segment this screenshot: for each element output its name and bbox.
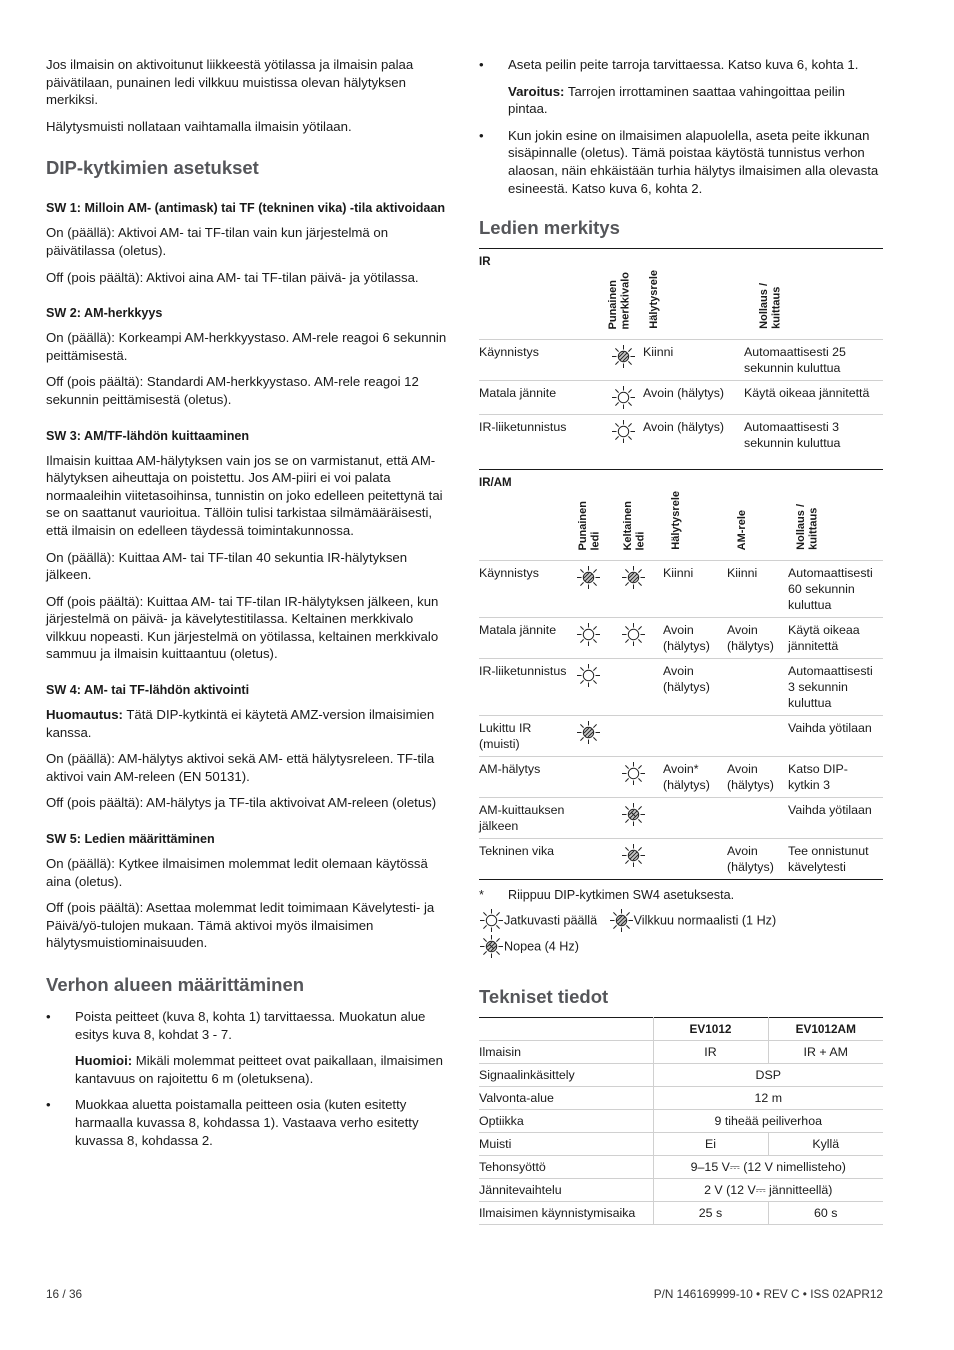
reset-cell: Käytä oikeaa jännitettä — [744, 381, 883, 415]
am-relay-cell: Avoin (hälytys) — [727, 839, 788, 880]
iram-column-header: Punainen ledi — [577, 500, 602, 551]
ir-header-row — [479, 249, 883, 340]
spec-label: Ilmaisin — [479, 1041, 653, 1064]
row-label: Käynnistys — [479, 561, 576, 618]
reset-cell: Automaattisesti 3 sekunnin kuluttua — [788, 659, 883, 716]
table-row — [479, 716, 883, 757]
reset-cell: Vaihda yötilaan — [788, 798, 883, 839]
sw4-on: On (päällä): AM-hälytys aktivoi sekä AM- että hälytysreleen. TF-tila aktivoi vain AM-releen (EN 50131). — [46, 751, 435, 784]
spec-label: Signaalinkäsittely — [479, 1064, 653, 1087]
relay-cell: Avoin (hälytys) — [643, 381, 744, 415]
table-row — [479, 1202, 883, 1225]
am-relay-cell — [727, 798, 788, 839]
spec-value-ev1012: IR — [653, 1041, 768, 1064]
intro-paragraph-1: Jos ilmaisin on aktivoitunut liikkeestä yötilassa ja ilmaisin palaa päivätilaan, punainen ledi vilkkuu muistissa olevan hälytyksen merkiksi. — [46, 57, 414, 108]
iram-column-header: Keltainen ledi — [622, 500, 647, 551]
warning-label: Varoitus: — [508, 83, 565, 99]
led-heading: Ledien merkitys — [479, 217, 620, 239]
table-row — [479, 1064, 883, 1087]
row-label: Lukittu IR (muisti) — [479, 716, 576, 757]
legend-blink-normal-label: Vilkkuu normaalisti (1 Hz) — [633, 913, 777, 928]
reset-cell: Tee onnistunut kävelytesti — [788, 839, 883, 880]
sw4-note-text: Tätä DIP-kytkintä ei käytetä AMZ-version ilmaisimien kanssa. — [46, 707, 435, 740]
bullet-mirror-stickers: • Aseta peilin peite tarroja tarvittaessa. Katso kuva 6, kohta 1. — [479, 56, 883, 74]
red-led-cell — [593, 340, 643, 381]
led-legend — [479, 886, 883, 960]
sw2-title: SW 2: AM-herkkyys — [46, 306, 163, 321]
bullet-remove-covers-note — [46, 1052, 450, 1087]
row-label: AM-kuittauksen jälkeen — [479, 798, 576, 839]
table-row — [479, 340, 883, 381]
spec-value: 9 tiheää peiliverhoa — [653, 1110, 883, 1133]
legend-blink-normal — [609, 908, 777, 934]
footnote — [479, 886, 883, 904]
right-column — [479, 56, 883, 1225]
table-row — [479, 1156, 883, 1179]
sw5-off: Off (pois päältä): Asettaa molemmat ledit toimimaan Kävelytesti- ja Päivä/yö-tulojen mukaan. Tämä aktivoi myös ilmaisimen hälytysmuistiominaisuuden. — [46, 900, 435, 951]
footnote-mark: * — [479, 888, 484, 903]
table-row — [479, 1087, 883, 1110]
ir-column-header: Nollaus / kuittaus — [758, 283, 783, 330]
spec-label: Jännitevaihtelu — [479, 1179, 653, 1202]
relay-cell — [663, 839, 727, 880]
legend-steady-label: Jatkuvasti päällä — [504, 913, 598, 928]
tech-column-header — [479, 1018, 653, 1041]
row-label: Käynnistys — [479, 340, 593, 381]
iram-column-header: AM-rele — [736, 509, 748, 551]
note-text: Mikäli molemmat peitteet ovat paikallaan, ilmaisimen kantavuus on rajoitettu 6 m (oletuksena). — [75, 1053, 443, 1086]
yellow-led-cell — [621, 798, 663, 839]
ir-column-header: Punainen merkkivalo — [607, 271, 632, 330]
spec-value-ev1012am: IR + AM — [768, 1041, 883, 1064]
spec-label: Valvonta-alue — [479, 1087, 653, 1110]
sw2-off: Off (pois päältä): Standardi AM-herkkyystaso. AM-rele reagoi 12 sekunnin peittämisestä (oletus). — [46, 374, 419, 407]
intro-paragraph-2: Hälytysmuisti nollataan vaihtamalla ilmaisin yötilaan. — [46, 118, 352, 134]
table-row — [479, 1179, 883, 1202]
am-relay-cell: Avoin (hälytys) — [727, 757, 788, 798]
page-number: 16 / 36 — [46, 1287, 83, 1301]
spec-value-ev1012am: 60 s — [768, 1202, 883, 1225]
tech-heading: Tekniset tiedot — [479, 986, 609, 1008]
row-label: AM-hälytys — [479, 757, 576, 798]
note-label: Huomioi: — [75, 1053, 133, 1069]
ir-led-table — [479, 248, 883, 455]
iram-column-header: Hälytysrele — [670, 491, 682, 551]
tech-table — [479, 1017, 883, 1225]
yellow-led-cell — [621, 757, 663, 798]
iram-kind-label: IR/AM — [479, 477, 512, 490]
sw1-on: On (päällä): Aktivoi AM- tai TF-tilan vain kun järjestelmä on päivätilassa (oletus). — [46, 225, 389, 258]
row-label: IR-liiketunnistus — [479, 659, 576, 716]
spec-value-ev1012am: Kyllä — [768, 1133, 883, 1156]
relay-cell: Avoin (hälytys) — [663, 618, 727, 659]
red-led-cell — [576, 798, 621, 839]
warning-text: Tarrojen irrottaminen saattaa vahingoittaa peilin pintaa. — [508, 83, 845, 117]
sw1-title: SW 1: Milloin AM- (antimask) tai TF (tekninen vika) -tila aktivoidaan — [46, 201, 446, 216]
bullet-mirror-warning — [479, 83, 883, 118]
curtain-heading: Verhon alueen määrittäminen — [46, 974, 305, 995]
am-relay-cell: Kiinni — [727, 561, 788, 618]
red-led-cell — [593, 415, 643, 456]
row-label: Tekninen vika — [479, 839, 576, 880]
sw4-note-label: Huomautus: — [46, 707, 123, 723]
table-row — [479, 1133, 883, 1156]
sw4-off: Off (pois päältä): AM-hälytys ja TF-tila aktivoivat AM-releen (oletus) — [46, 795, 437, 811]
sw5-on: On (päällä): Kytkee ilmaisimen molemmat ledit olemaan käytössä aina (oletus). — [46, 856, 428, 889]
iram-header-row — [479, 470, 883, 561]
spec-value-ev1012: Ei — [653, 1133, 768, 1156]
tech-header-row — [479, 1018, 883, 1041]
sw1-off: Off (pois päältä): Aktivoi aina AM- tai TF-tilan päivä- ja yötilassa. — [46, 269, 419, 285]
yellow-led-cell — [621, 839, 663, 880]
reset-cell: Automaattisesti 60 sekunnin kuluttua — [788, 561, 883, 618]
red-led-cell — [576, 716, 621, 757]
yellow-led-cell — [621, 716, 663, 757]
red-led-cell — [593, 381, 643, 415]
table-row — [479, 618, 883, 659]
part-number: P/N 146169999-10 • REV C • ISS 02APR12 — [653, 1287, 883, 1301]
ir-column-header: Hälytysrele — [648, 270, 660, 330]
table-row — [479, 415, 883, 456]
yellow-led-cell — [621, 618, 663, 659]
relay-cell: Avoin* (hälytys) — [663, 757, 727, 798]
sw5-title: SW 5: Ledien määrittäminen — [46, 832, 215, 847]
table-row — [479, 659, 883, 716]
blinking-led-icon — [609, 908, 634, 934]
table-row — [479, 561, 883, 618]
iram-column-header: Nollaus / kuittaus — [795, 504, 820, 551]
spec-label: Optiikka — [479, 1110, 653, 1133]
reset-cell: Katso DIP-kytkin 3 — [788, 757, 883, 798]
table-row — [479, 798, 883, 839]
red-led-cell — [576, 659, 621, 716]
relay-cell — [663, 716, 727, 757]
row-label: Matala jännite — [479, 381, 593, 415]
footnote-text: Riippuu DIP-kytkimen SW4 asetuksesta. — [508, 888, 735, 903]
reset-cell: Vaihda yötilaan — [788, 716, 883, 757]
spec-value: 9–15 V⎓ (12 V nimellisteho) — [653, 1156, 883, 1179]
yellow-led-cell — [621, 659, 663, 716]
reset-cell: Automaattisesti 3 sekunnin kuluttua — [744, 415, 883, 456]
relay-cell: Avoin (hälytys) — [663, 659, 727, 716]
spec-label: Ilmaisimen käynnistymisaika — [479, 1202, 653, 1225]
table-row — [479, 839, 883, 880]
tech-column-header: EV1012AM — [768, 1018, 883, 1041]
sw2-on: On (päällä): Korkeampi AM-herkkyystaso. AM-rele reagoi 6 sekunnin peittämisestä. — [46, 330, 447, 363]
sw3-desc: Ilmaisin kuittaa AM-hälytyksen vain jos se on varmistanut, että AM-hälytyksen aiheuttaja on poistettu. Jos AM-piiri ei voi palata normaaleihin viitetasoihinsa, tunnistin on joko edelleen peitettynä tai se on saattanut vaurioitua. Tällöin tulisi tarkistaa silmämääräisesti, että ilmaisin on edelleen täydessä toimintakunnossa. — [46, 452, 443, 538]
iram-led-table — [479, 469, 883, 880]
legend-steady — [479, 908, 597, 934]
tech-column-header: EV1012 — [653, 1018, 768, 1041]
am-relay-cell: Avoin (hälytys) — [727, 618, 788, 659]
dip-heading: DIP-kytkimien asetukset — [46, 157, 259, 179]
row-label: Matala jännite — [479, 618, 576, 659]
relay-cell: Kiinni — [643, 340, 744, 381]
sw3-title: SW 3: AM/TF-lähdön kuittaaminen — [46, 428, 250, 443]
reset-cell: Automaattisesti 25 sekunnin kuluttua — [744, 340, 883, 381]
bullet-modify-area: • Muokkaa aluetta poistamalla peitteen osia (kuten esitetty harmaalla kuvassa 8, kohdassa 1). Vastaava verho esitetty kuvassa 8, kohdassa 2. — [46, 1096, 450, 1149]
am-relay-cell — [727, 716, 788, 757]
sw4-note — [46, 706, 450, 741]
spec-value: 12 m — [653, 1087, 883, 1110]
sw3-off: Off (pois päältä): Kuittaa AM- tai TF-tilan IR-hälytyksen jälkeen, kun järjestelmä on päivä- ja kävelytestitilassa. Keltainen merkkivalo vilkkuu nopeasti. Kun järjestelmä on yötilassa, keltainen merkkivalo sammuu ja ilmaisin kuittaantuu (oletus). — [46, 593, 439, 662]
left-column — [46, 56, 450, 1158]
spec-value: DSP — [653, 1064, 883, 1087]
relay-cell — [663, 798, 727, 839]
bullet-object-below: • Kun jokin esine on ilmaisimen alapuolella, aseta peite ikkunan sisäpinnalle (oletus). Tämä poistaa käytöstä tunnistus verhon alaosan, näin ehkäistään turhia hälytys ilmaisimen alla olevasta esineestä. Katso kuva 6, kohta 2. — [479, 127, 883, 197]
legend-blink-fast-label: Nopea (4 Hz) — [504, 939, 579, 954]
table-row — [479, 1110, 883, 1133]
yellow-led-cell — [621, 561, 663, 618]
table-row — [479, 1041, 883, 1064]
red-led-cell — [576, 757, 621, 798]
table-row — [479, 757, 883, 798]
spec-label: Tehonsyöttö — [479, 1156, 653, 1179]
am-relay-cell — [727, 659, 788, 716]
fast-blinking-led-icon — [479, 934, 504, 960]
sw3-on: On (päällä): Kuittaa AM- tai TF-tilan 40 sekuntia IR-hälytyksen jälkeen. — [46, 549, 408, 583]
red-led-cell — [576, 561, 621, 618]
red-led-cell — [576, 839, 621, 880]
reset-cell: Käytä oikeaa jännitettä — [788, 618, 883, 659]
relay-cell: Avoin (hälytys) — [643, 415, 744, 456]
red-led-cell — [576, 618, 621, 659]
bullet-remove-covers: • Poista peitteet (kuva 8, kohta 1) tarvittaessa. Muokatun alue esitys kuva 8, kohdat 3 - 7. — [46, 1008, 450, 1043]
spec-value-ev1012: 25 s — [653, 1202, 768, 1225]
legend-blink-fast — [479, 934, 579, 960]
row-label: IR-liiketunnistus — [479, 415, 593, 456]
sw4-title: SW 4: AM- tai TF-lähdön aktivointi — [46, 683, 250, 698]
spec-value: 2 V (12 V⎓ jännitteellä) — [653, 1179, 883, 1202]
relay-cell: Kiinni — [663, 561, 727, 618]
ir-kind-label: IR — [479, 256, 491, 269]
table-row — [479, 381, 883, 415]
spec-label: Muisti — [479, 1133, 653, 1156]
steady-led-icon — [479, 908, 504, 934]
